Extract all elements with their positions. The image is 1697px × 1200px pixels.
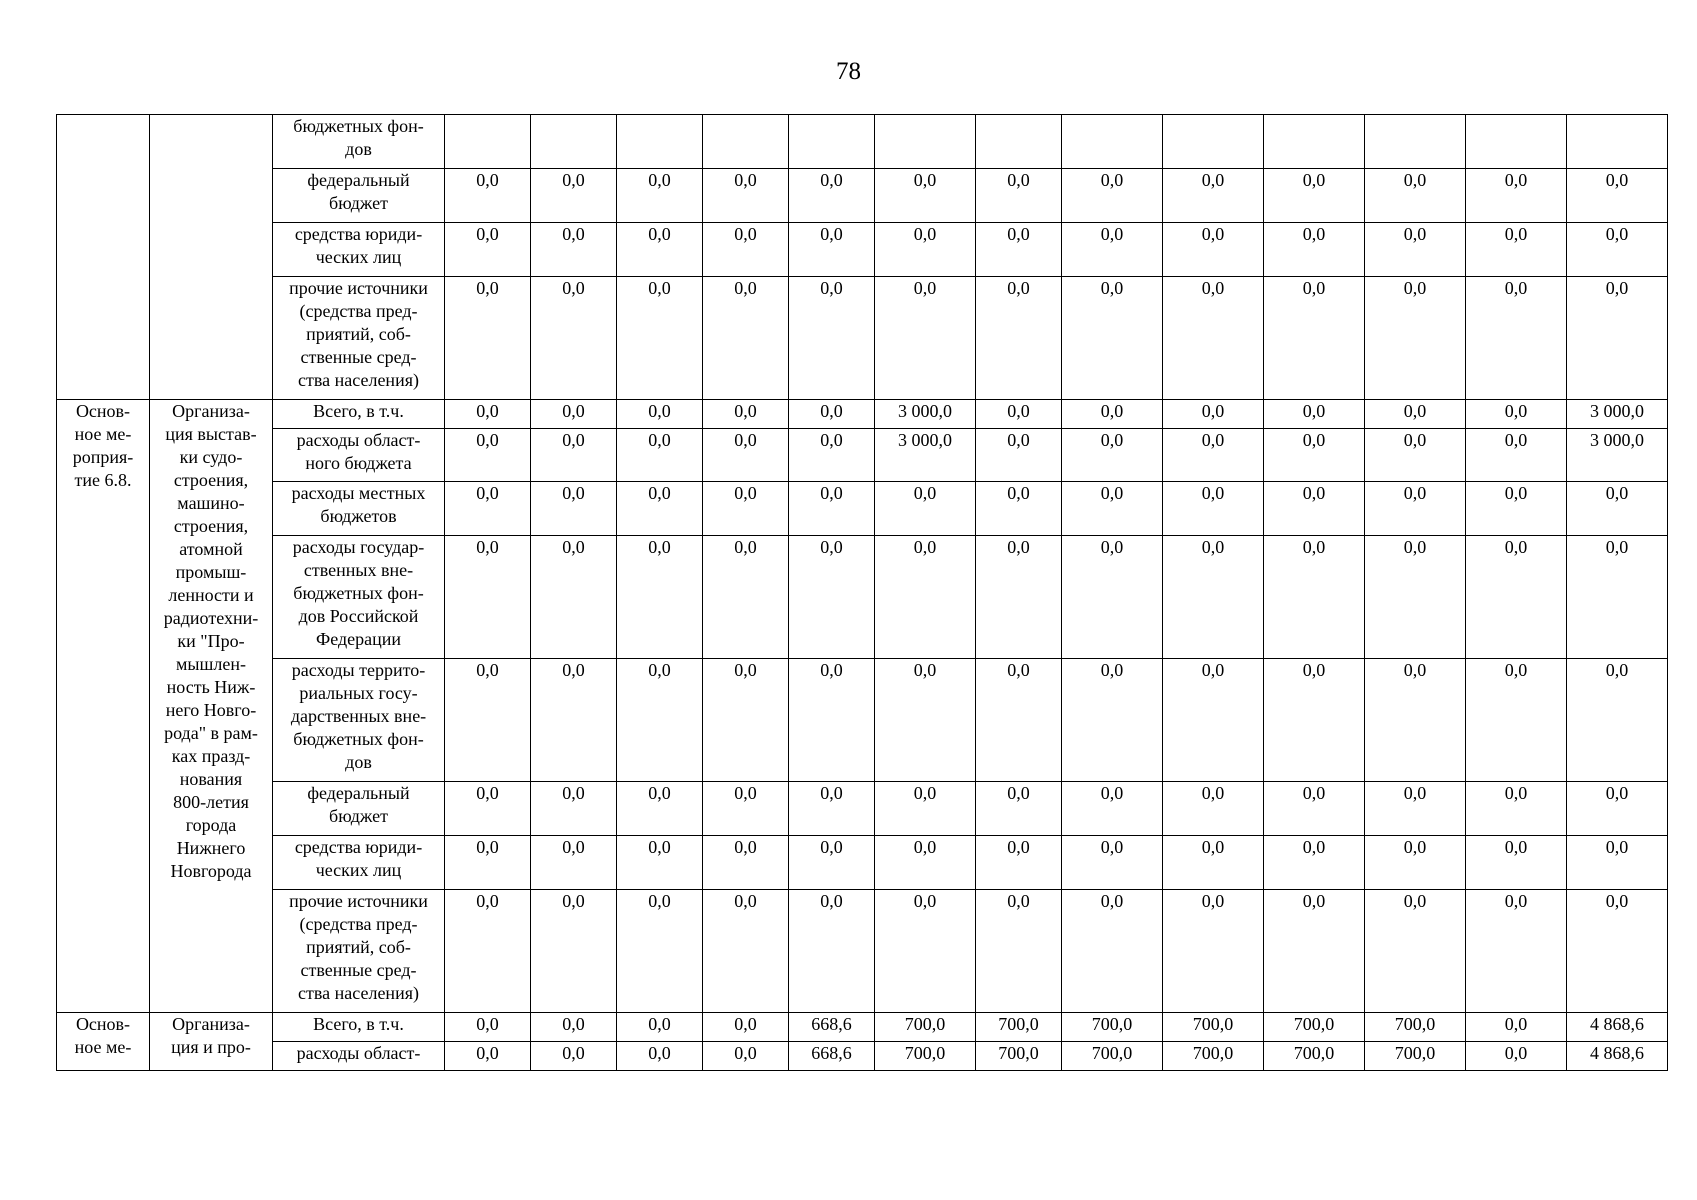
value-cell: 700,0 bbox=[1365, 1042, 1466, 1071]
value-cell: 0,0 bbox=[531, 429, 617, 482]
value-cell: 0,0 bbox=[1466, 659, 1567, 782]
value-cell: 0,0 bbox=[1163, 223, 1264, 277]
value-cell: 0,0 bbox=[703, 782, 789, 836]
value-cell: 0,0 bbox=[1466, 223, 1567, 277]
value-cell: 0,0 bbox=[617, 482, 703, 536]
table-row bbox=[57, 659, 1668, 782]
value-cell: 0,0 bbox=[976, 277, 1062, 400]
activity-name-line: рода" в рам- bbox=[164, 723, 258, 743]
value-cell: 0,0 bbox=[617, 836, 703, 890]
activity-name-line: Организа- bbox=[172, 401, 250, 421]
value-cell bbox=[1365, 115, 1466, 169]
value-cell: 700,0 bbox=[1264, 1013, 1365, 1042]
funding-source-line: бюджетных фон- bbox=[293, 729, 424, 749]
funding-source-cell bbox=[273, 836, 445, 890]
value-cell: 0,0 bbox=[1163, 890, 1264, 1013]
funding-source-line: федеральный bbox=[307, 783, 410, 803]
value-cell: 0,0 bbox=[445, 536, 531, 659]
value-cell: 0,0 bbox=[1264, 169, 1365, 223]
funding-source-line: средства юриди- bbox=[294, 837, 423, 857]
funding-source-cell bbox=[273, 782, 445, 836]
value-cell: 0,0 bbox=[1264, 400, 1365, 429]
value-cell: 700,0 bbox=[1163, 1013, 1264, 1042]
value-cell: 0,0 bbox=[703, 277, 789, 400]
total-value-cell: 0,0 bbox=[1567, 277, 1668, 400]
value-cell: 0,0 bbox=[617, 659, 703, 782]
funding-source-line: дов Российской bbox=[298, 606, 419, 626]
value-cell: 0,0 bbox=[1466, 1013, 1567, 1042]
value-cell: 0,0 bbox=[703, 836, 789, 890]
value-cell: 3 000,0 bbox=[875, 400, 976, 429]
value-cell: 0,0 bbox=[1466, 400, 1567, 429]
funding-source-line: расходы област- bbox=[296, 430, 421, 450]
value-cell: 0,0 bbox=[789, 836, 875, 890]
value-cell: 0,0 bbox=[875, 836, 976, 890]
value-cell: 0,0 bbox=[976, 400, 1062, 429]
value-cell: 0,0 bbox=[703, 1013, 789, 1042]
table-row bbox=[57, 782, 1668, 836]
activity-name-line: строения, bbox=[173, 516, 249, 536]
value-cell: 0,0 bbox=[875, 169, 976, 223]
value-cell bbox=[789, 115, 875, 169]
total-value-cell: 4 868,6 bbox=[1567, 1013, 1668, 1042]
funding-source-line: прочие источники bbox=[289, 278, 428, 298]
value-cell: 0,0 bbox=[703, 169, 789, 223]
value-cell: 0,0 bbox=[1365, 536, 1466, 659]
funding-source-cell bbox=[273, 115, 445, 169]
activity-code-line: Основ- bbox=[75, 1014, 131, 1034]
activity-name-line: ки "Про- bbox=[177, 631, 245, 651]
activity-code-line: ное ме- bbox=[74, 424, 132, 444]
value-cell: 0,0 bbox=[531, 782, 617, 836]
total-value-cell: 0,0 bbox=[1567, 659, 1668, 782]
value-cell: 0,0 bbox=[1062, 429, 1163, 482]
budget-table bbox=[56, 114, 1668, 1071]
funding-source-line: расходы террито- bbox=[291, 660, 426, 680]
value-cell: 0,0 bbox=[445, 169, 531, 223]
value-cell: 0,0 bbox=[1062, 836, 1163, 890]
value-cell: 0,0 bbox=[1466, 429, 1567, 482]
value-cell: 0,0 bbox=[1466, 1042, 1567, 1071]
activity-name-line: Нижнего bbox=[176, 838, 246, 858]
value-cell: 0,0 bbox=[445, 1013, 531, 1042]
activity-code-cell bbox=[57, 1013, 150, 1071]
activity-name-line: ки судо- bbox=[179, 447, 243, 467]
total-value-cell: 3 000,0 bbox=[1567, 429, 1668, 482]
activity-code-line: тие 6.8. bbox=[74, 470, 132, 490]
value-cell: 0,0 bbox=[531, 482, 617, 536]
activity-name-line: ция и про- bbox=[171, 1037, 251, 1057]
value-cell: 0,0 bbox=[531, 277, 617, 400]
value-cell: 0,0 bbox=[875, 277, 976, 400]
total-value-cell: 0,0 bbox=[1567, 890, 1668, 1013]
activity-name-line: Новгорода bbox=[170, 861, 252, 881]
value-cell: 0,0 bbox=[445, 223, 531, 277]
funding-source-cell bbox=[273, 400, 445, 429]
value-cell: 0,0 bbox=[1365, 890, 1466, 1013]
value-cell: 0,0 bbox=[445, 890, 531, 1013]
value-cell: 0,0 bbox=[1062, 277, 1163, 400]
value-cell: 0,0 bbox=[1163, 536, 1264, 659]
activity-code-line: ное ме- bbox=[74, 1037, 132, 1057]
value-cell: 0,0 bbox=[789, 400, 875, 429]
table-row bbox=[57, 890, 1668, 1013]
value-cell: 0,0 bbox=[617, 169, 703, 223]
value-cell bbox=[531, 115, 617, 169]
value-cell: 0,0 bbox=[531, 400, 617, 429]
value-cell bbox=[1264, 115, 1365, 169]
funding-source-cell bbox=[273, 890, 445, 1013]
total-value-cell: 4 868,6 bbox=[1567, 1042, 1668, 1071]
value-cell: 0,0 bbox=[976, 890, 1062, 1013]
activity-name-line: атомной bbox=[179, 539, 243, 559]
funding-source-line: расходы местных bbox=[291, 483, 426, 503]
value-cell: 0,0 bbox=[1062, 400, 1163, 429]
table-row bbox=[57, 1013, 1668, 1042]
value-cell: 0,0 bbox=[1264, 277, 1365, 400]
total-value-cell: 0,0 bbox=[1567, 223, 1668, 277]
value-cell: 0,0 bbox=[1365, 482, 1466, 536]
value-cell: 0,0 bbox=[531, 890, 617, 1013]
value-cell: 0,0 bbox=[976, 659, 1062, 782]
table-row bbox=[57, 277, 1668, 400]
funding-source-line: расходы государ- bbox=[292, 537, 425, 557]
table-row bbox=[57, 169, 1668, 223]
value-cell bbox=[976, 115, 1062, 169]
table-row bbox=[57, 115, 1668, 169]
activity-code-line: роприя- bbox=[72, 447, 134, 467]
value-cell: 0,0 bbox=[1062, 536, 1163, 659]
funding-source-line: ства населения) bbox=[298, 370, 419, 390]
funding-source-line: федеральный bbox=[307, 170, 410, 190]
value-cell: 0,0 bbox=[1264, 536, 1365, 659]
funding-source-cell bbox=[273, 1013, 445, 1042]
value-cell: 0,0 bbox=[1163, 782, 1264, 836]
funding-source-line: (средства пред- bbox=[299, 914, 418, 934]
page-number: 78 bbox=[836, 58, 861, 85]
value-cell: 0,0 bbox=[445, 482, 531, 536]
value-cell: 0,0 bbox=[703, 223, 789, 277]
value-cell: 700,0 bbox=[875, 1013, 976, 1042]
value-cell: 0,0 bbox=[445, 1042, 531, 1071]
activity-name-line: 800-летия bbox=[173, 792, 249, 812]
funding-source-line: приятий, соб- bbox=[306, 937, 411, 957]
funding-source-cell bbox=[273, 482, 445, 536]
value-cell: 0,0 bbox=[617, 1042, 703, 1071]
value-cell: 0,0 bbox=[976, 482, 1062, 536]
value-cell: 0,0 bbox=[1163, 429, 1264, 482]
value-cell: 0,0 bbox=[1365, 400, 1466, 429]
funding-source-line: дов bbox=[345, 752, 372, 772]
value-cell: 0,0 bbox=[1062, 482, 1163, 536]
activity-code-line: Основ- bbox=[75, 401, 131, 421]
value-cell: 0,0 bbox=[1466, 482, 1567, 536]
funding-source-line: ственные сред- bbox=[300, 347, 417, 367]
funding-source-cell bbox=[273, 277, 445, 400]
value-cell: 0,0 bbox=[1163, 277, 1264, 400]
value-cell: 0,0 bbox=[1062, 169, 1163, 223]
value-cell: 0,0 bbox=[789, 223, 875, 277]
value-cell: 0,0 bbox=[875, 482, 976, 536]
value-cell: 0,0 bbox=[789, 659, 875, 782]
table-row bbox=[57, 400, 1668, 429]
value-cell: 0,0 bbox=[976, 782, 1062, 836]
activity-name-line: ках празд- bbox=[171, 746, 251, 766]
value-cell: 0,0 bbox=[1264, 482, 1365, 536]
total-value-cell: 0,0 bbox=[1567, 836, 1668, 890]
value-cell: 0,0 bbox=[531, 659, 617, 782]
funding-source-line: ческих лиц bbox=[315, 860, 402, 880]
activity-name-line: машино- bbox=[177, 493, 245, 513]
value-cell: 0,0 bbox=[789, 169, 875, 223]
funding-source-line: бюджетных фон- bbox=[293, 116, 424, 136]
value-cell: 0,0 bbox=[703, 1042, 789, 1071]
value-cell: 0,0 bbox=[445, 659, 531, 782]
table-row bbox=[57, 482, 1668, 536]
value-cell: 700,0 bbox=[976, 1042, 1062, 1071]
activity-name-cell bbox=[150, 400, 273, 1013]
funding-source-line: Федерации bbox=[315, 629, 401, 649]
table-row bbox=[57, 429, 1668, 482]
funding-source-line: ственные сред- bbox=[300, 960, 417, 980]
value-cell: 0,0 bbox=[1062, 782, 1163, 836]
funding-source-line: ческих лиц bbox=[315, 247, 402, 267]
table-row bbox=[57, 536, 1668, 659]
value-cell: 0,0 bbox=[703, 659, 789, 782]
value-cell: 0,0 bbox=[1163, 836, 1264, 890]
funding-source-line: ства населения) bbox=[298, 983, 419, 1003]
value-cell: 0,0 bbox=[1365, 169, 1466, 223]
value-cell: 0,0 bbox=[445, 836, 531, 890]
activity-name-line: города bbox=[185, 815, 237, 835]
value-cell: 0,0 bbox=[617, 782, 703, 836]
value-cell: 0,0 bbox=[617, 536, 703, 659]
funding-source-line: дарственных вне- bbox=[290, 706, 427, 726]
activity-code-cell bbox=[57, 115, 150, 400]
table-row bbox=[57, 836, 1668, 890]
funding-source-cell bbox=[273, 1042, 445, 1071]
value-cell: 0,0 bbox=[789, 482, 875, 536]
value-cell: 700,0 bbox=[1365, 1013, 1466, 1042]
value-cell: 0,0 bbox=[1163, 482, 1264, 536]
value-cell: 0,0 bbox=[445, 277, 531, 400]
value-cell: 0,0 bbox=[531, 169, 617, 223]
value-cell: 0,0 bbox=[1163, 659, 1264, 782]
value-cell: 0,0 bbox=[617, 1013, 703, 1042]
value-cell: 0,0 bbox=[703, 482, 789, 536]
value-cell: 0,0 bbox=[1264, 836, 1365, 890]
funding-source-line: расходы област- bbox=[296, 1043, 421, 1063]
value-cell: 0,0 bbox=[1466, 536, 1567, 659]
funding-source-line: Всего, в т.ч. bbox=[313, 1014, 404, 1034]
funding-source-cell bbox=[273, 429, 445, 482]
value-cell: 0,0 bbox=[617, 890, 703, 1013]
value-cell: 0,0 bbox=[531, 536, 617, 659]
value-cell: 0,0 bbox=[1062, 659, 1163, 782]
funding-source-line: бюджетов bbox=[320, 506, 397, 526]
activity-name-line: ность Ниж- bbox=[166, 677, 256, 697]
value-cell: 0,0 bbox=[703, 536, 789, 659]
funding-source-line: приятий, соб- bbox=[306, 324, 411, 344]
value-cell bbox=[1163, 115, 1264, 169]
value-cell: 0,0 bbox=[875, 890, 976, 1013]
funding-source-line: ственных вне- bbox=[303, 560, 414, 580]
value-cell: 700,0 bbox=[976, 1013, 1062, 1042]
funding-source-line: средства юриди- bbox=[294, 224, 423, 244]
value-cell: 0,0 bbox=[617, 400, 703, 429]
value-cell: 0,0 bbox=[531, 836, 617, 890]
value-cell bbox=[617, 115, 703, 169]
activity-name-line: ленности и bbox=[168, 585, 254, 605]
value-cell bbox=[1466, 115, 1567, 169]
total-value-cell bbox=[1567, 115, 1668, 169]
value-cell: 0,0 bbox=[1466, 836, 1567, 890]
value-cell: 3 000,0 bbox=[875, 429, 976, 482]
funding-source-line: риальных госу- bbox=[299, 683, 418, 703]
total-value-cell: 3 000,0 bbox=[1567, 400, 1668, 429]
value-cell: 0,0 bbox=[875, 536, 976, 659]
activity-name-line: нования bbox=[179, 769, 243, 789]
value-cell: 0,0 bbox=[531, 1042, 617, 1071]
value-cell: 0,0 bbox=[703, 400, 789, 429]
activity-name-line: промыш- bbox=[175, 562, 247, 582]
funding-source-cell bbox=[273, 169, 445, 223]
value-cell: 0,0 bbox=[789, 890, 875, 1013]
value-cell: 0,0 bbox=[875, 782, 976, 836]
total-value-cell: 0,0 bbox=[1567, 536, 1668, 659]
value-cell: 0,0 bbox=[1466, 782, 1567, 836]
value-cell: 668,6 bbox=[789, 1042, 875, 1071]
funding-source-line: бюджетных фон- bbox=[293, 583, 424, 603]
value-cell: 0,0 bbox=[875, 659, 976, 782]
value-cell: 0,0 bbox=[1365, 659, 1466, 782]
value-cell: 0,0 bbox=[976, 836, 1062, 890]
value-cell: 0,0 bbox=[1466, 890, 1567, 1013]
value-cell: 0,0 bbox=[1365, 223, 1466, 277]
value-cell: 0,0 bbox=[875, 223, 976, 277]
value-cell: 0,0 bbox=[445, 782, 531, 836]
funding-source-line: дов bbox=[345, 139, 372, 159]
funding-source-line: бюджет bbox=[329, 193, 388, 213]
value-cell: 0,0 bbox=[1062, 223, 1163, 277]
value-cell: 0,0 bbox=[617, 277, 703, 400]
activity-name-line: Организа- bbox=[172, 1014, 250, 1034]
value-cell: 0,0 bbox=[1163, 400, 1264, 429]
value-cell: 700,0 bbox=[1062, 1042, 1163, 1071]
funding-source-line: ного бюджета bbox=[305, 453, 412, 473]
activity-name-line: него Новго- bbox=[165, 700, 257, 720]
value-cell bbox=[703, 115, 789, 169]
value-cell: 0,0 bbox=[1264, 890, 1365, 1013]
value-cell: 0,0 bbox=[1365, 277, 1466, 400]
value-cell: 700,0 bbox=[1163, 1042, 1264, 1071]
table-row bbox=[57, 1042, 1668, 1071]
funding-source-cell bbox=[273, 659, 445, 782]
value-cell bbox=[875, 115, 976, 169]
funding-source-cell bbox=[273, 536, 445, 659]
value-cell: 0,0 bbox=[1365, 836, 1466, 890]
value-cell: 0,0 bbox=[1163, 169, 1264, 223]
value-cell: 0,0 bbox=[703, 429, 789, 482]
value-cell: 0,0 bbox=[617, 223, 703, 277]
value-cell: 668,6 bbox=[789, 1013, 875, 1042]
funding-source-line: Всего, в т.ч. bbox=[313, 401, 404, 421]
value-cell: 0,0 bbox=[976, 536, 1062, 659]
value-cell: 0,0 bbox=[976, 223, 1062, 277]
value-cell: 0,0 bbox=[976, 169, 1062, 223]
value-cell: 700,0 bbox=[1062, 1013, 1163, 1042]
value-cell: 0,0 bbox=[617, 429, 703, 482]
value-cell: 0,0 bbox=[1365, 782, 1466, 836]
value-cell: 700,0 bbox=[1264, 1042, 1365, 1071]
funding-source-line: прочие источники bbox=[289, 891, 428, 911]
value-cell: 0,0 bbox=[789, 782, 875, 836]
total-value-cell: 0,0 bbox=[1567, 169, 1668, 223]
activity-name-cell bbox=[150, 1013, 273, 1071]
value-cell: 0,0 bbox=[531, 1013, 617, 1042]
value-cell: 0,0 bbox=[1062, 890, 1163, 1013]
value-cell: 0,0 bbox=[1466, 277, 1567, 400]
activity-name-line: радиотехни- bbox=[163, 608, 259, 628]
value-cell: 0,0 bbox=[1264, 223, 1365, 277]
value-cell bbox=[1062, 115, 1163, 169]
value-cell: 0,0 bbox=[789, 429, 875, 482]
value-cell: 0,0 bbox=[976, 429, 1062, 482]
activity-name-line: мышлен- bbox=[176, 654, 246, 674]
funding-source-line: бюджет bbox=[329, 806, 388, 826]
value-cell: 0,0 bbox=[789, 536, 875, 659]
value-cell: 0,0 bbox=[531, 223, 617, 277]
funding-source-line: (средства пред- bbox=[299, 301, 418, 321]
value-cell: 0,0 bbox=[1264, 782, 1365, 836]
total-value-cell: 0,0 bbox=[1567, 782, 1668, 836]
activity-name-line: строения, bbox=[173, 470, 249, 490]
value-cell: 0,0 bbox=[1264, 659, 1365, 782]
value-cell bbox=[445, 115, 531, 169]
value-cell: 0,0 bbox=[1466, 169, 1567, 223]
activity-code-cell bbox=[57, 400, 150, 1013]
value-cell: 0,0 bbox=[789, 277, 875, 400]
value-cell: 0,0 bbox=[445, 429, 531, 482]
value-cell: 0,0 bbox=[1264, 429, 1365, 482]
activity-name-line: ция выстав- bbox=[165, 424, 257, 444]
funding-source-cell bbox=[273, 223, 445, 277]
value-cell: 0,0 bbox=[1365, 429, 1466, 482]
value-cell: 700,0 bbox=[875, 1042, 976, 1071]
total-value-cell: 0,0 bbox=[1567, 482, 1668, 536]
value-cell: 0,0 bbox=[703, 890, 789, 1013]
activity-name-cell bbox=[150, 115, 273, 400]
table-row bbox=[57, 223, 1668, 277]
value-cell: 0,0 bbox=[445, 400, 531, 429]
